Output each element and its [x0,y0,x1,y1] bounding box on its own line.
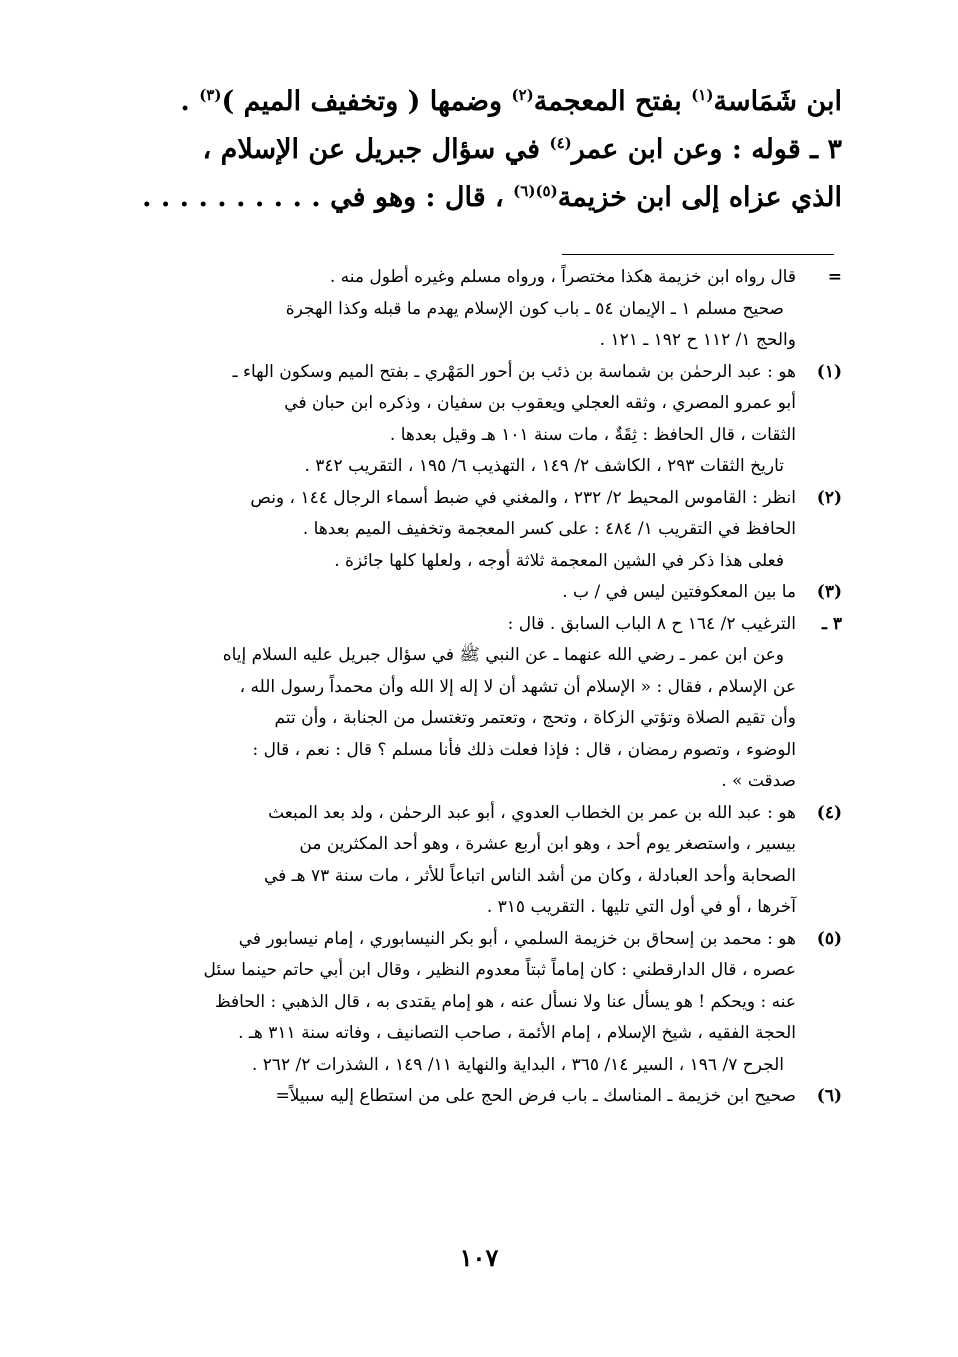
footnote-line: عنه : ويحكم ! هو يسأل عنا ولا نسأل عنه ، هو إمام يقتدى به ، قال الذهبي : الحافظ [214,991,796,1012]
text-run: الذي عزاه إلى ابن خزيمة [557,182,842,213]
footnote-line: وعن ابن عمر ـ رضي الله عنهما ـ عن النبي ﷺ في سؤال جبريل عليه السلام إياه [222,645,784,665]
footnote-2 [130,483,842,578]
footnote-line: انظر : القاموس المحيط ٢/ ٢٣٢ ، والمغني في ضبط أسماء الرجال ١٤٤ ، ونص [250,487,796,508]
footnote-marker: ٣ ـ [821,613,842,634]
footnote-line: قال رواه ابن خزيمة هكذا مختصراً ، ورواه مسلم وغيره أطول منه . [329,267,796,287]
footnote-line: والحج ١/ ١١٢ ح ١٩٢ ـ ١٢١ . [599,330,796,350]
footnote-line: هو : عبد الرحمٰن بن شماسة بن ذئب بن أحور المَهْري ـ بفتح الميم وسكون الهاء ـ [232,361,796,382]
footnote-ref-6[interactable]: (٦) [513,182,536,200]
footnote-line: الحجة الفقيه ، شيخ الإسلام ، إمام الأئمة ، صاحب التصانيف ، وفاته سنة ٣١١ هـ . [238,1023,796,1043]
footnote-line: آخرها ، أو في أول التي تليها . التقريب ٣١٥ . [486,897,796,917]
footnote-line: صحيح مسلم ١ ـ الإيمان ٥٤ ـ باب كون الإسلام يهدم ما قبله وكذا الهجرة [285,298,784,319]
footnote-marker: (١) [816,361,842,382]
footnote-ref-4[interactable]: (٤) [549,134,572,152]
footnote-marker: (٤) [816,802,842,823]
footnote-line: أبو عمرو المصري ، وثقه العجلي ويعقوب بن سفيان ، وذكره ابن حبان في [284,393,796,413]
footnote-marker: (٥) [816,928,842,949]
footnote-line: عصره ، قال الدارقطني : كان إماماً ثبتاً معدوم النظير ، وقال ابن أبي حاتم حينما سئل [203,960,796,980]
footnote-marker: (٣) [816,582,842,602]
footnote-marker: = [827,267,842,287]
footnote-line: ما بين المعكوفتين ليس في / ب . [562,582,796,602]
footnote-marker: (٢) [816,487,842,508]
text-run: ابن شَمَاسة [713,86,842,117]
footnote-ref-1[interactable]: (١) [691,86,714,104]
footnote-5 [130,924,842,1082]
footnote-line: صدقت » . [721,771,796,791]
footnote-line: الحافظ في التقريب ١/ ٤٨٤ : على كسر المعجمة وتخفيف الميم بعدها . [302,519,796,539]
footnote-ref-2[interactable]: (٢) [511,86,534,104]
footnote-ref-3[interactable]: (٣) [199,86,222,104]
footnote-line: الوضوء ، وتصوم رمضان ، قال : فإذا فعلت ذلك فأنا مسلم ؟ قال : نعم ، قال : [252,739,796,760]
footnote-line: بيسير ، واستصغر يوم أحد ، وهو ابن أربع عشرة ، وهو أحد المكثرين من [299,834,796,854]
footnote-line: فعلى هذا ذكر في الشين المعجمة ثلاثة أوجه ، ولعلها كلها جائزة . [334,550,784,571]
footnote-4 [130,798,842,924]
main-line-3 [140,174,842,222]
text-run: وضمها ( وتخفيف الميم ) [221,86,512,117]
text-run: . [180,86,200,117]
text-run: ، قال : وهو في . . . . . . . . . . [142,182,514,213]
footnote-line: الترغيب ٢/ ١٦٤ ح ٨ الباب السابق . قال : [507,613,796,634]
footnote-line: الجرح ٧/ ١٩٦ ، السير ١٤/ ٣٦٥ ، البداية والنهاية ١١/ ١٤٩ ، الشذرات ٢/ ٢٦٢ . [251,1054,784,1075]
footnote-line: هو : محمد بن إسحاق بن خزيمة السلمي ، أبو بكر النيسابوري ، إمام نيسابور في [238,928,796,949]
text-run: في سؤال جبريل عن الإسلام ، [202,134,550,165]
footnote-line: وأن تقيم الصلاة وتؤتي الزكاة ، وتحج ، وتعتمر وتغتسل من الجنابة ، وأن تتم [274,708,796,728]
main-line-1 [140,78,842,126]
footnote-ref-5[interactable]: (٥) [535,182,558,200]
footnote-line: هو : عبد الله بن عمر بن الخطاب العدوي ، أبو عبد الرحمٰن ، ولد بعد المبعث [268,802,796,823]
page-number: ١٠٧ [459,1243,499,1272]
takhrij-3 [130,609,842,798]
footnote-separator [562,254,834,255]
footnote-continued [130,262,842,357]
main-text [140,78,842,222]
footnote-line: الصحابة وأحد العبادلة ، وكان من أشد الناس اتباعاً للأثر ، مات سنة ٧٣ هـ في [263,865,796,886]
footnotes [130,262,842,1113]
text-run: ٣ ـ قوله : وعن ابن عمر [571,134,842,165]
footnote-line: الثقات ، قال الحافظ : ثِقَةٌ ، مات سنة ١٠١ هـ وقيل بعدها . [389,424,796,445]
footnote-line: تاريخ الثقات ٢٩٣ ، الكاشف ٢/ ١٤٩ ، التهذيب ٦/ ١٩٥ ، التقريب ٣٤٢ . [304,456,784,476]
main-line-2 [140,126,842,174]
footnote-1 [130,357,842,483]
footnote-3 [130,577,842,609]
footnote-line: صحيح ابن خزيمة ـ المناسك ـ باب فرض الحج على من استطاع إليه سبيلاً= [275,1086,796,1106]
footnote-marker: (٦) [816,1086,842,1106]
footnote-line: عن الإسلام ، فقال : « الإسلام أن تشهد أن لا إله إلا الله وأن محمداً رسول الله ، [239,676,796,697]
text-run: بفتح المعجمة [533,86,692,117]
footnote-6 [130,1081,842,1113]
